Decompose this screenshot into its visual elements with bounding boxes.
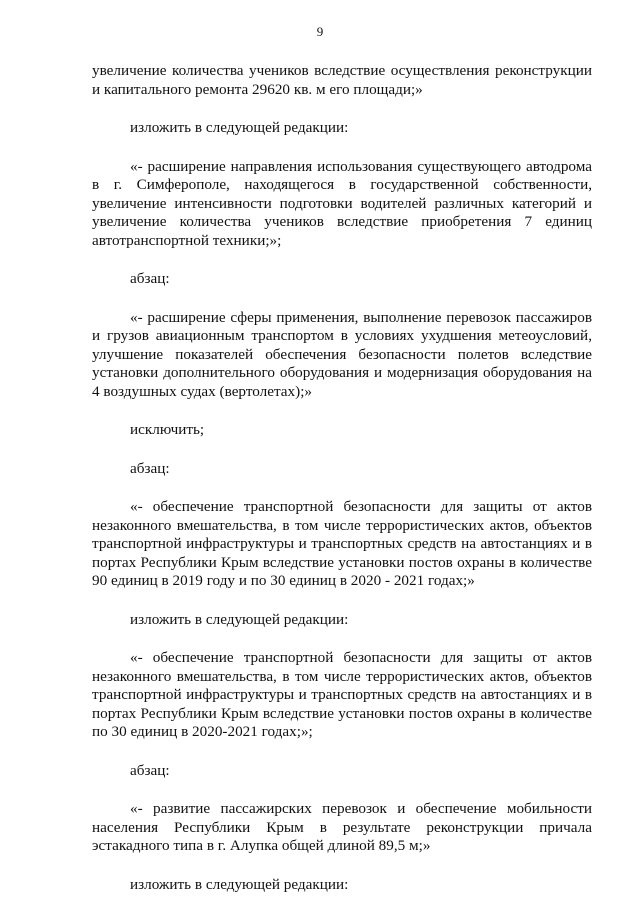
paragraph-5: «- расширение сферы применения, выполнение перевозок пассажиров и грузов авиационным транспортом в условиях ухудшения метеоусловий, улучшение показателей обеспечения безопасности полетов вследствие установки дополнительного оборудования и модернизация оборудования на 4 воздушных судах (вертолетах);» bbox=[92, 308, 592, 400]
paragraph-4: абзац: bbox=[130, 270, 170, 287]
paragraph-7: абзац: bbox=[130, 459, 170, 477]
paragraph-6: исключить; bbox=[130, 421, 205, 438]
paragraph-1: увеличение количества учеников вследствие осуществления реконструкции и капитального ремонта 29620 кв. м его площади;» bbox=[92, 62, 592, 98]
paragraph-9: изложить в следующей редакции: bbox=[130, 610, 349, 628]
paragraph-8: «- обеспечение транспортной безопасности для защиты от актов незаконного вмешательства, в том числе террористических актов, объектов транспортной инфраструктуры и транспортных средств на автостанциях и в портах Республики Крым вследствие установки постов охраны в количестве 90 единиц в 2019 году и по 30 единиц в 2020 - 2021 годах;» bbox=[92, 498, 592, 589]
document-body bbox=[92, 62, 592, 894]
page-number: 9 bbox=[316, 24, 324, 39]
paragraph-13: изложить в следующей редакции: bbox=[130, 875, 349, 893]
paragraph-10: «- обеспечение транспортной безопасности для защиты от актов незаконного вмешательства, в том числе террористических актов, объектов транспортной инфраструктуры и транспортных средств на автостанциях и в портах Республики Крым вследствие установки постов охраны в количестве по 30 единиц в 2020-2021 годах;»; bbox=[92, 649, 592, 740]
paragraph-12: «- развитие пассажирских перевозок и обеспечение мобильности населения Республики Крым в результате реконструкции причала эстакадного типа в г. Алупка общей длиной 89,5 м;» bbox=[92, 800, 592, 854]
paragraph-2: изложить в следующей редакции: bbox=[130, 119, 349, 136]
paragraph-3: «- расширение направления использования существующего автодрома в г. Симферополе, находящегося в государственной собственности, увеличение интенсивности подготовки водителей различных категорий и увеличение количества учеников вследствие приобретения 7 единиц автотранспортной техники;»; bbox=[92, 157, 592, 249]
paragraph-11: абзац: bbox=[130, 761, 170, 779]
